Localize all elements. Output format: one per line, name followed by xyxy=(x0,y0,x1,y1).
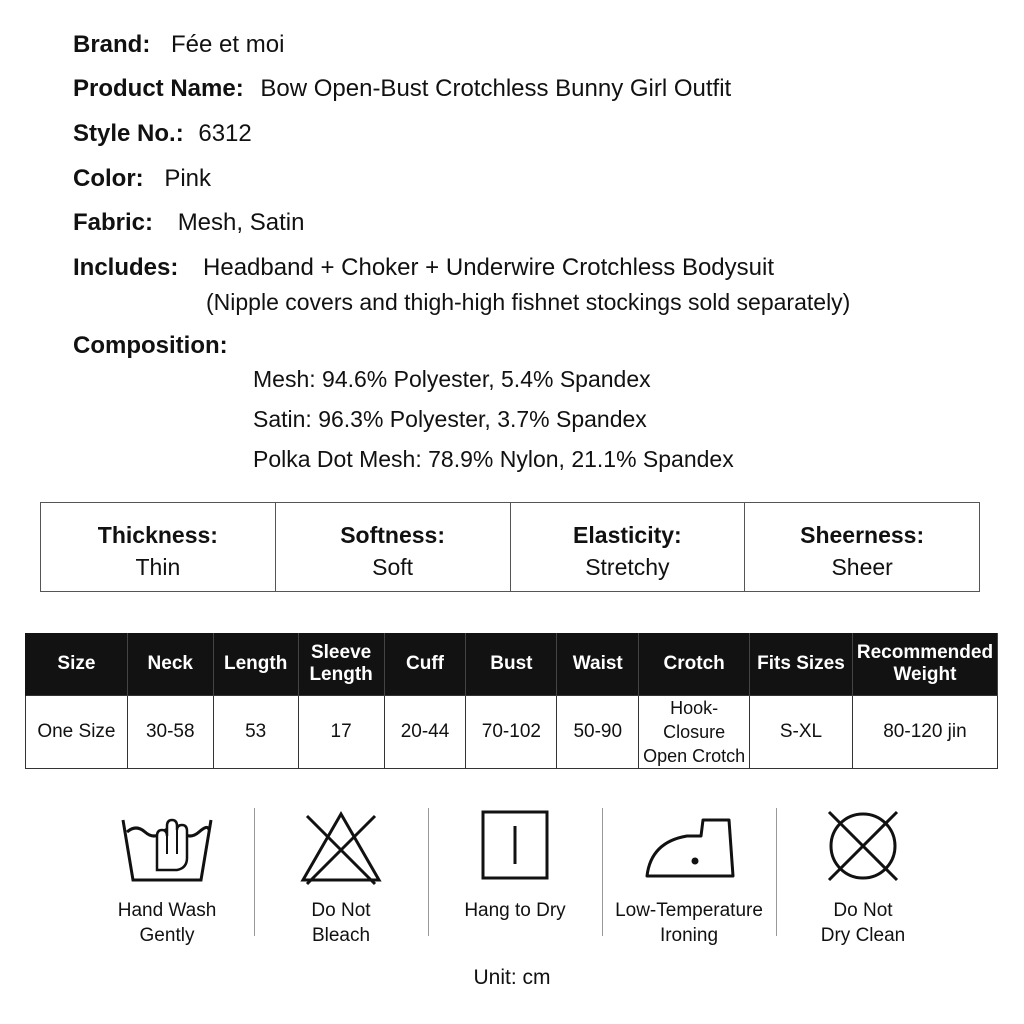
product-name-value: Bow Open-Bust Crotchless Bunny Girl Outfit xyxy=(260,75,732,102)
style-no-value: 6312 xyxy=(198,120,252,147)
header-cell: Sleeve Length xyxy=(298,633,384,696)
header-cell: Fits Sizes xyxy=(750,633,853,696)
style-no-row xyxy=(73,119,252,149)
color-row xyxy=(73,164,211,194)
table-cell: 70-102 xyxy=(466,696,557,769)
table-cell: S-XL xyxy=(750,696,853,769)
color-value: Pink xyxy=(164,165,212,192)
property-sheerness xyxy=(745,503,979,591)
table-cell: Hook-Closure Open Crotch xyxy=(639,696,750,769)
table-cell: 17 xyxy=(298,696,384,769)
includes-label: Includes: xyxy=(73,254,179,281)
style-no-label: Style No.: xyxy=(73,120,184,147)
property-value: Stretchy xyxy=(585,554,670,580)
includes-row xyxy=(73,253,774,283)
composition-line: Polka Dot Mesh: 78.9% Nylon, 21.1% Spandex xyxy=(253,446,734,472)
care-item-do-not-bleach xyxy=(254,800,428,950)
property-label: Softness: xyxy=(340,522,446,548)
fabric-properties-box xyxy=(40,502,980,592)
header-cell: Length xyxy=(213,633,298,696)
care-item-low-temperature-ironing xyxy=(602,800,776,950)
care-item-hang-to-dry xyxy=(428,800,602,950)
includes-value: Headband + Choker + Underwire Crotchless Bodysuit xyxy=(203,254,774,281)
size-table-header xyxy=(26,633,998,696)
table-cell: 53 xyxy=(213,696,298,769)
property-softness xyxy=(276,503,511,591)
table-cell: 20-44 xyxy=(384,696,466,769)
composition-label: Composition: xyxy=(73,332,228,359)
care-label: Hand Wash Gently xyxy=(117,900,217,946)
product-name-label: Product Name: xyxy=(73,75,244,102)
brand-label: Brand: xyxy=(73,31,151,58)
property-value: Thin xyxy=(135,554,181,580)
property-thickness xyxy=(41,503,276,591)
header-cell: Crotch xyxy=(639,633,750,696)
care-label: Do Not Bleach xyxy=(311,900,371,946)
property-label: Thickness: xyxy=(97,522,218,548)
do-not-bleach-icon xyxy=(293,806,389,886)
composition-line: Mesh: 94.6% Polyester, 5.4% Spandex xyxy=(253,366,651,392)
property-label: Sheerness: xyxy=(800,522,925,548)
table-cell: One Size xyxy=(26,696,128,769)
fabric-value: Mesh, Satin xyxy=(177,209,305,236)
care-item-hand-wash xyxy=(80,800,254,950)
header-cell: Waist xyxy=(557,633,639,696)
care-label: Hang to Dry xyxy=(464,900,566,921)
brand-row xyxy=(73,30,284,60)
property-value: Soft xyxy=(372,554,414,580)
table-row xyxy=(26,696,998,769)
care-instructions xyxy=(80,800,950,950)
do-not-dry-clean-icon xyxy=(815,806,911,886)
table-cell: 80-120 jin xyxy=(852,696,997,769)
low-temperature-ironing-icon xyxy=(641,806,737,886)
fabric-row xyxy=(73,208,304,238)
product-name-row xyxy=(73,74,731,104)
header-cell: Recommended Weight xyxy=(852,633,997,696)
composition-row xyxy=(73,331,228,361)
care-item-do-not-dry-clean xyxy=(776,800,950,950)
header-cell: Size xyxy=(26,633,128,696)
property-elasticity xyxy=(511,503,746,591)
property-value: Sheer xyxy=(831,554,893,580)
size-table xyxy=(25,633,998,769)
header-cell: Bust xyxy=(466,633,557,696)
composition-line: Satin: 96.3% Polyester, 3.7% Spandex xyxy=(253,406,647,432)
table-cell: 50-90 xyxy=(557,696,639,769)
care-label: Do Not Dry Clean xyxy=(820,900,906,946)
property-label: Elasticity: xyxy=(573,522,682,548)
header-cell: Cuff xyxy=(384,633,466,696)
table-cell: 30-58 xyxy=(127,696,213,769)
hang-to-dry-icon xyxy=(467,806,563,886)
color-label: Color: xyxy=(73,165,144,192)
brand-value: Fée et moi xyxy=(171,31,285,58)
fabric-label: Fabric: xyxy=(73,209,154,236)
header-cell: Neck xyxy=(127,633,213,696)
care-label: Low-Temperature Ironing xyxy=(615,900,763,946)
hand-wash-icon xyxy=(119,806,215,886)
includes-note: (Nipple covers and thigh-high fishnet stockings sold separately) xyxy=(206,289,851,315)
unit-note: Unit: cm xyxy=(473,966,551,989)
